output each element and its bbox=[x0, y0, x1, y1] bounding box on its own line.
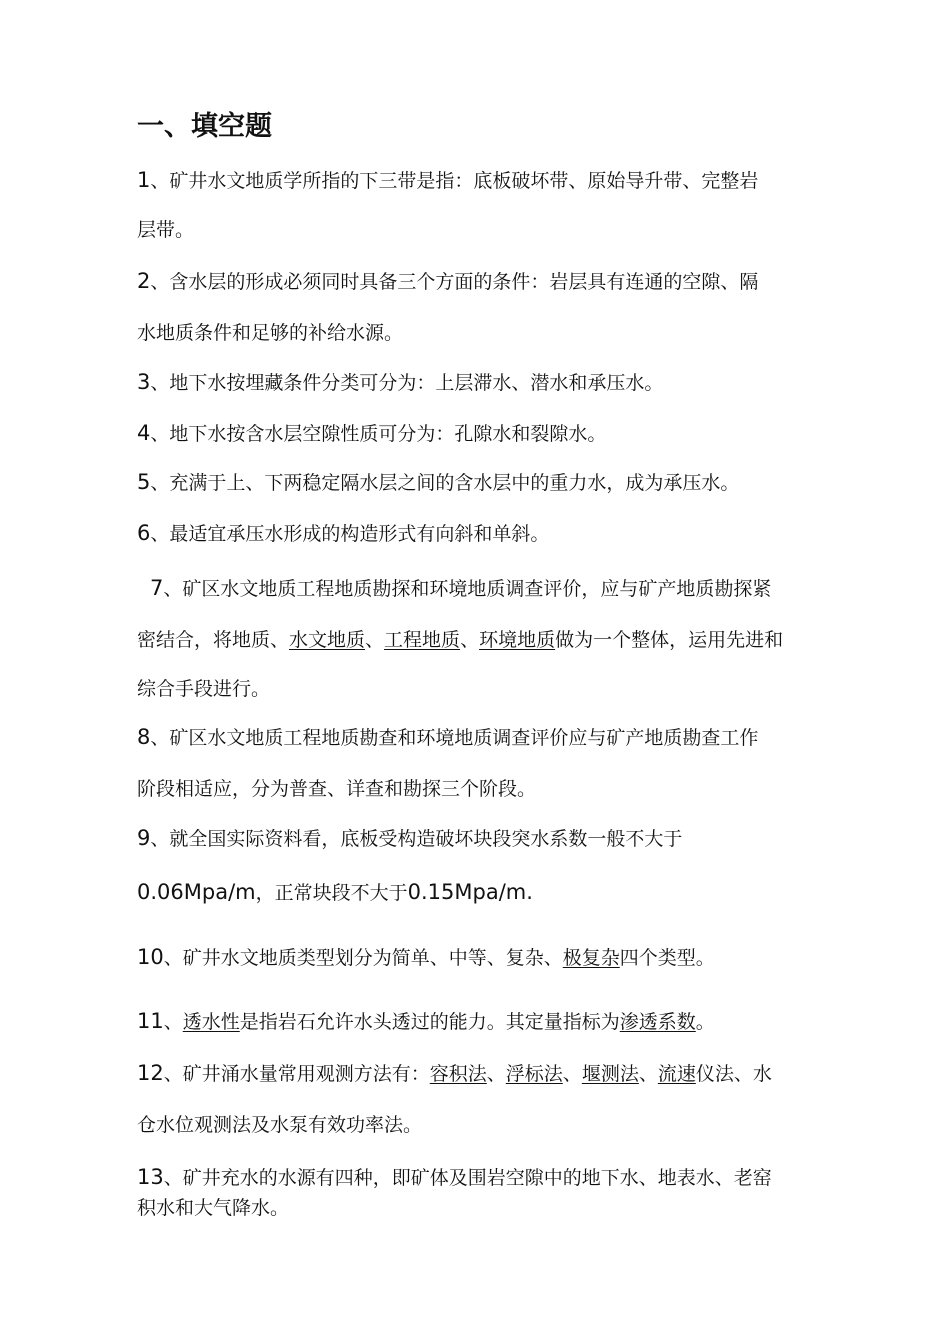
q12-line1: 12、矿井涌水量常用观测方法有：容积法、浮标法、堰测法、流速仪法、水 bbox=[137, 1061, 772, 1085]
answer-very-complex: 极复杂 bbox=[562, 947, 620, 969]
q3-line: 3、地下水按埋藏条件分类可分为：上层滞水、潜水和承压水。 bbox=[137, 370, 664, 394]
page-heading: 一、填空题 bbox=[137, 111, 272, 142]
q13-line1: 13、矿井充水的水源有四种，即矿体及围岩空隙中的地下水、地表水、老窑 bbox=[137, 1165, 772, 1189]
q8-line2: 阶段相适应，分为普查、详查和勘探三个阶段。 bbox=[137, 778, 537, 800]
q6-line: 6、最适宜承压水形成的构造形式有向斜和单斜。 bbox=[137, 521, 550, 545]
q9-line2: 0.06Mpa/m，正常块段不大于0.15Mpa/m. bbox=[137, 880, 533, 904]
answer-hydrogeology: 水文地质 bbox=[289, 629, 366, 651]
q1-line2: 层带。 bbox=[137, 219, 195, 241]
q2-line1: 2、含水层的形成必须同时具备三个方面的条件：岩层具有连通的空隙、隔 bbox=[137, 269, 759, 293]
q8-line1: 8、矿区水文地质工程地质勘查和环境地质调查评价应与矿产地质勘查工作 bbox=[137, 725, 759, 749]
q7-line3: 综合手段进行。 bbox=[137, 678, 271, 700]
answer-volumetric-method: 容积法 bbox=[429, 1063, 487, 1085]
answer-velocity: 流速 bbox=[657, 1063, 696, 1085]
answer-engineering-geology: 工程地质 bbox=[384, 629, 461, 651]
q1-line1: 1、矿井水文地质学所指的下三带是指：底板破坏带、原始导升带、完整岩 bbox=[137, 168, 759, 192]
q12-line2: 仓水位观测法及水泵有效功率法。 bbox=[137, 1114, 423, 1136]
answer-float-method: 浮标法 bbox=[505, 1063, 563, 1085]
q4-line: 4、地下水按含水层空隙性质可分为：孔隙水和裂隙水。 bbox=[137, 421, 607, 445]
q7-line1: 7、矿区水文地质工程地质勘探和环境地质调查评价，应与矿产地质勘探紧 bbox=[150, 576, 772, 600]
q13-line2: 积水和大气降水。 bbox=[137, 1197, 290, 1219]
answer-permeability-coefficient: 渗透系数 bbox=[619, 1011, 696, 1033]
q2-line2: 水地质条件和足够的补给水源。 bbox=[137, 322, 404, 344]
q9-line1: 9、就全国实际资料看，底板受构造破坏块段突水系数一般不大于 bbox=[137, 826, 683, 850]
answer-environmental-geology: 环境地质 bbox=[479, 629, 556, 651]
answer-permeability: 透水性 bbox=[182, 1011, 240, 1033]
q5-line: 5、充满于上、下两稳定隔水层之间的含水层中的重力水，成为承压水。 bbox=[137, 470, 740, 494]
q10-line: 10、矿井水文地质类型划分为简单、中等、复杂、极复杂四个类型。 bbox=[137, 945, 715, 969]
q7-line2: 密结合，将地质、水文地质、工程地质、环境地质做为一个整体，运用先进和 bbox=[137, 629, 784, 651]
answer-weir-method: 堰测法 bbox=[581, 1063, 639, 1085]
q11-line: 11、透水性是指岩石允许水头透过的能力。其定量指标为渗透系数。 bbox=[137, 1009, 715, 1033]
